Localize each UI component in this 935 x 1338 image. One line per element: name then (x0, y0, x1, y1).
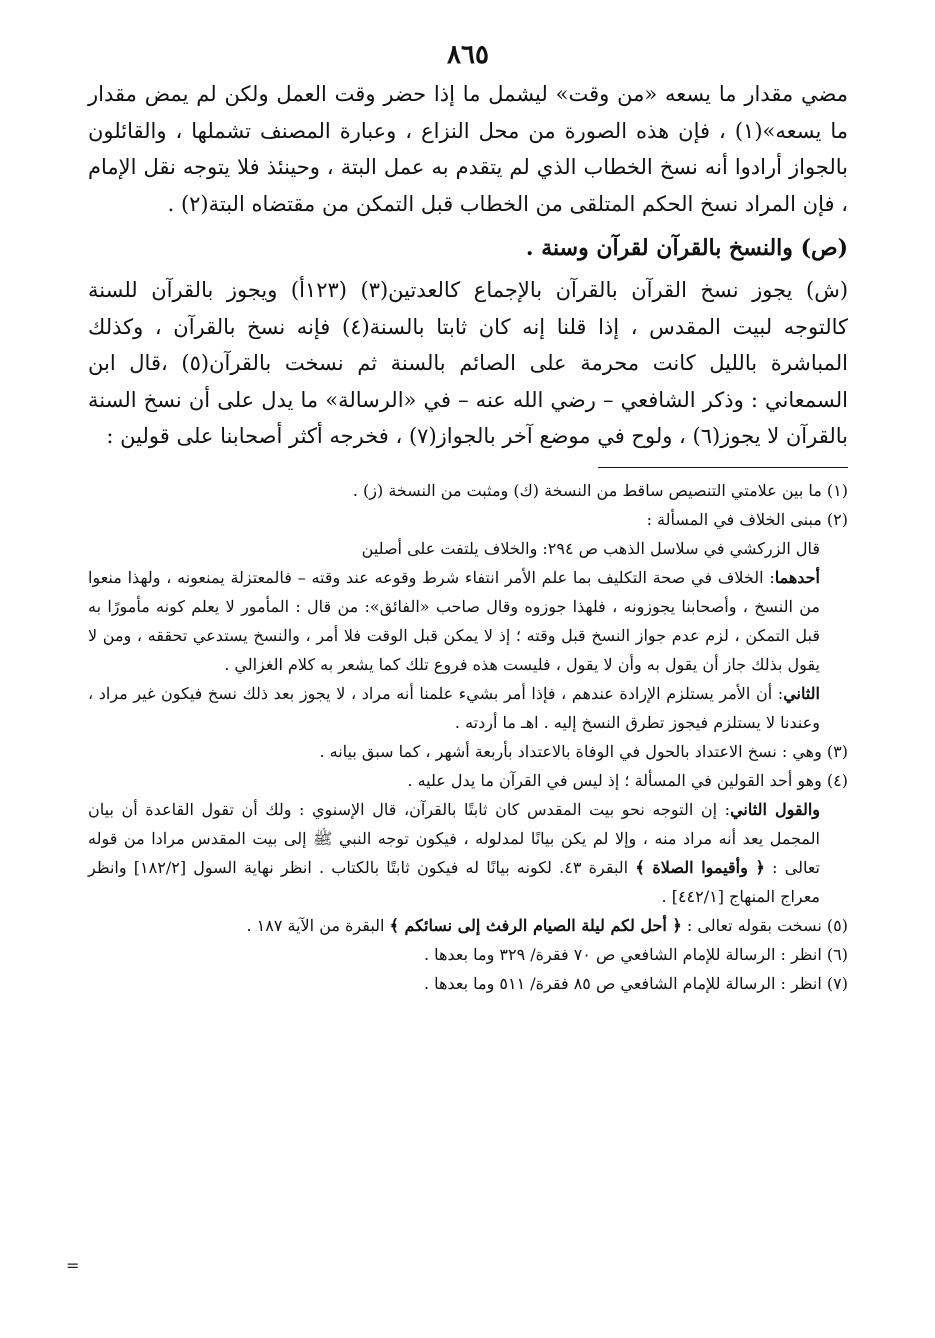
footnote-2-second (88, 679, 848, 737)
footnote-7: (٧) انظر : الرسالة للإمام الشافعي ص ٨٥ فقرة/ ٥١١ وما بعدها . (424, 973, 848, 993)
footnote-2-second-text: : أن الأمر يستلزم الإرادة عندهم ، فإذا أمر بشيء علمنا أنه مراد ، لا يجوز بعد ذلك نسخ فيكون غير مراد ، وعندنا لا يستلزم فيجوز تطرق النسخ إليه . اهـ ما أردته . (88, 683, 820, 732)
footnote-4-second-opinion (88, 795, 848, 911)
footnote-2-first-label: أحدهما (774, 567, 820, 587)
page-content (88, 40, 848, 998)
footnote-2-first (88, 563, 848, 679)
page-number: ٨٦٥ (447, 40, 489, 70)
footnote-4: (٤) وهو أحد القولين في المسألة ؛ إذ ليس في القرآن ما يدل عليه . (407, 770, 848, 790)
footnote-4-quran-quote: ﴿ وأقيموا الصلاة ﴾ (635, 857, 765, 877)
footnote-4-label: والقول الثاني (730, 799, 821, 819)
footnote-2-first-text: : الخلاف في صحة التكليف بما علم الأمر انتفاء شرط وقوعه عند وقته – فالمعتزلة يمنعونه ، ولهذا منعوا من النسخ ، وأصحابنا يجوزونه ، فلهذا جوزوه وقال صاحب «الفائق»: من قال : المأمور لا يعلم كونه مأمورًا به قبل التمكن ، لزم عدم جواز النسخ قبل وقته ؛ إذ لا يمكن قبل الوقت فلا أمر ، والنسخ يستدعي تحققه ، ومن لا يقول بذلك جاز أن يقول به وأن لا يقول ، فليست هذه فروع تلك كما يشعر به كلام الغزالي . (88, 567, 820, 674)
footnote-1: (١) ما بين علامتي التنصيص ساقط من النسخة (ك) ومثبت من النسخة (ز) . (352, 480, 848, 500)
footnote-5 (88, 911, 848, 940)
main-text (88, 76, 848, 455)
footnote-divider (598, 467, 848, 468)
footnote-4-text-2: البقرة ٤٣. لكونه بيانًا له فيكون ثابتًا بالكتاب . انظر نهاية السول [١٨٢/٢] وانظر معراج المنهاج [٤٤٢/١] . (88, 857, 820, 906)
section-heading: (ص) والنسخ بالقرآن لقرآن وسنة . (525, 235, 848, 261)
footnote-5-pre: (٥) نسخت بقوله تعالى : (686, 915, 848, 935)
footnote-5-quran-quote: ﴿ أحل لكم ليلة الصيام الرفث إلى نسائكم ﴾ (389, 915, 682, 935)
footnote-2-second-label: الثاني (783, 683, 820, 703)
continuation-mark: = (66, 1256, 80, 1275)
paragraph-1: مضي مقدار ما يسعه «من وقت» ليشمل ما إذا حضر وقت العمل ولكن لم يمض مقدار ما يسعه»(١) ، فإن هذه الصورة من محل النزاع ، وعبارة المصنف تشملها ، والقائلون بالجواز أرادوا أنه نسخ الخطاب الذي لم يتقدم به عمل البتة ، وحينئذ فلا يتوجه نقل الإمام ، فإن المراد نسخ الحكم المتلقى من الخطاب قبل التمكن من مقتضاه البتة(٢) . (88, 82, 848, 216)
footnote-2-intro: قال الزركشي في سلاسل الذهب ص ٢٩٤: والخلاف يلتفت على أصلين (361, 538, 820, 558)
paragraph-2: (ش) يجوز نسخ القرآن بالقرآن بالإجماع كالعدتين(٣) (١٢٣أ) ويجوز بالقرآن للسنة كالتوجه لبيت المقدس ، إذا قلنا إنه كان ثابتا بالسنة(٤) فإنه نسخ بالقرآن ، وكذلك المباشرة بالليل كانت محرمة على الصائم بالسنة ثم نسخت بالقرآن(٥) ،قال ابن السمعاني : وذكر الشافعي – رضي الله عنه – في «الرسالة» ما يدل على أن نسخ السنة بالقرآن لا يجوز(٦) ، ولوح في موضع آخر بالجواز(٧) ، فخرجه أكثر أصحابنا على قولين : (88, 278, 849, 448)
footnote-5-post: البقرة من الآية ١٨٧ . (246, 915, 385, 935)
footnote-2: (٢) مبنى الخلاف في المسألة : (646, 509, 848, 529)
footnote-3: (٣) وهي : نسخ الاعتداد بالحول في الوفاة بالاعتداد بأربعة أشهر ، كما سبق بيانه . (319, 741, 848, 761)
footnote-4-text-1: : إن التوجه نحو بيت المقدس كان ثابتًا بالقرآن، قال الإسنوي : ولك أن تقول القاعدة أن بيان المجمل يعد أنه مراد منه ، وإلا لم يكن بيانًا لمدلوله ، فيكون توجه النبي ﷺ إلى بيت المقدس مرادا من قوله تعالى : (88, 799, 820, 877)
footnote-6: (٦) انظر : الرسالة للإمام الشافعي ص ٧٠ فقرة/ ٣٢٩ وما بعدها . (424, 944, 848, 964)
footnotes (88, 476, 848, 998)
